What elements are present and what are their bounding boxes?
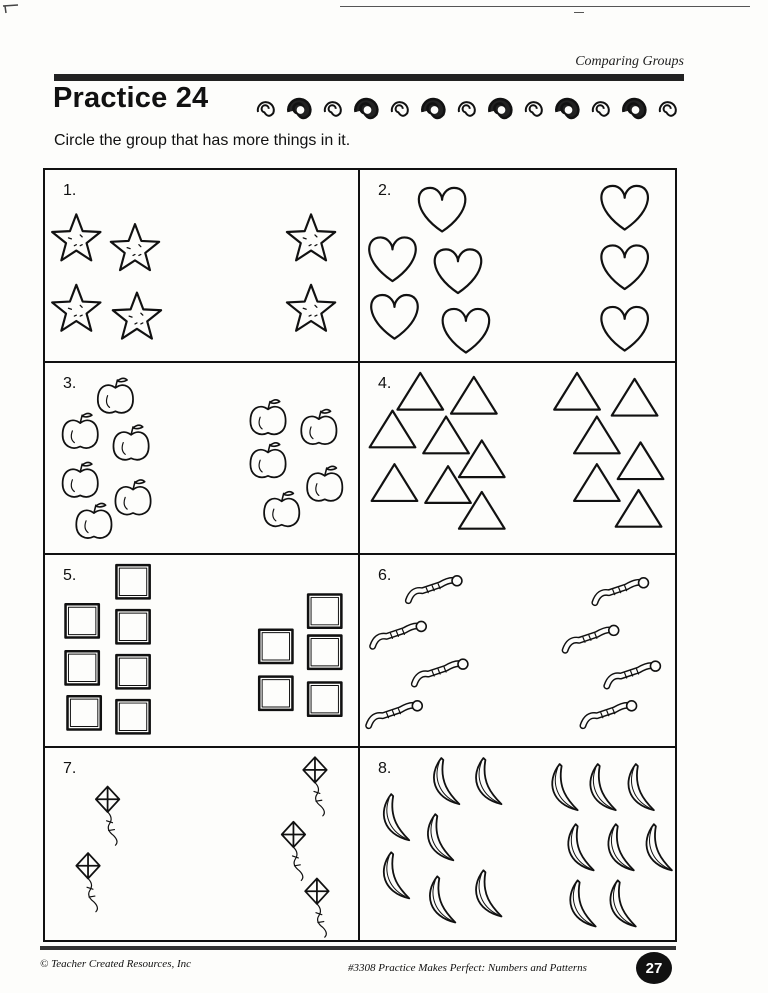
page-number: 27: [636, 952, 672, 984]
triangle-icon: [372, 464, 418, 501]
exercise-cell-7: [45, 748, 360, 941]
kite-icon: [282, 821, 305, 880]
book-title: #3308 Practice Makes Perfect: Numbers and Patterns: [348, 962, 587, 974]
square-icon: [66, 604, 99, 637]
swirl-icon: [422, 99, 444, 118]
apple-icon: [76, 503, 111, 538]
triangle-icon: [574, 464, 620, 501]
exercise-cell-2: [360, 170, 675, 363]
star-icon: [111, 224, 159, 270]
triangle-icon: [397, 372, 443, 409]
exercise-cell-5: [45, 555, 360, 748]
square-icon: [308, 594, 341, 627]
kite-icon: [76, 853, 99, 912]
exercise-cell-3: [45, 363, 360, 556]
top-rule: [54, 74, 684, 81]
copyright: © Teacher Created Resources, Inc: [40, 958, 192, 970]
banana-icon: [590, 764, 615, 810]
triangles-picture: [360, 363, 675, 554]
squares-picture: [45, 555, 358, 746]
heart-icon: [601, 307, 648, 351]
bottom-rule: [40, 946, 676, 950]
kite-icon: [303, 757, 326, 816]
exercise-number: 8.: [378, 759, 392, 777]
triangle-icon: [554, 372, 600, 409]
square-icon: [66, 651, 99, 684]
apple-icon: [63, 462, 98, 497]
exercise-cell-6: [360, 555, 675, 748]
swirl-icon: [392, 102, 408, 116]
banana-icon: [434, 758, 459, 804]
scan-mark: [574, 12, 584, 13]
instructions: Circle the group that has more things in it.: [54, 132, 351, 149]
square-icon: [116, 610, 149, 643]
triangle-icon: [612, 378, 658, 415]
star-icon: [287, 285, 335, 331]
worm-icon: [373, 621, 427, 646]
banana-icon: [476, 758, 501, 804]
swirl-icon: [660, 102, 676, 116]
scan-line: [340, 6, 750, 7]
page-title: Practice 24: [53, 82, 209, 114]
heart-icon: [435, 249, 482, 293]
worm-icon: [565, 625, 619, 650]
square-icon: [67, 696, 100, 729]
worm-icon: [595, 578, 649, 603]
exercise-cell-1: [45, 170, 360, 363]
worm-icon: [369, 701, 423, 726]
bananas-picture: [360, 748, 675, 941]
section-label: Comparing Groups: [575, 54, 684, 69]
triangle-icon: [459, 440, 505, 477]
square-icon: [116, 700, 149, 733]
heart-icon: [369, 237, 416, 281]
worm-icon: [607, 661, 661, 686]
swirl-icon: [288, 99, 310, 118]
exercise-number: 6.: [378, 567, 392, 584]
star-icon: [52, 285, 100, 331]
apple-icon: [301, 409, 336, 444]
apple-icon: [113, 425, 148, 460]
exercise-cell-4: [360, 363, 675, 556]
heart-icon: [443, 309, 490, 353]
banana-icon: [552, 764, 577, 810]
swirl-icon: [325, 102, 341, 116]
banana-icon: [384, 794, 409, 840]
square-icon: [308, 636, 341, 669]
banana-icon: [628, 764, 653, 810]
apple-icon: [307, 466, 342, 501]
worms-picture: [360, 555, 675, 746]
banana-icon: [476, 870, 501, 916]
swirl-icon: [489, 99, 511, 118]
swirl-icon: [556, 99, 578, 118]
banana-icon: [568, 824, 593, 870]
star-icon: [287, 214, 335, 260]
banana-icon: [570, 880, 595, 926]
banana-icon: [384, 852, 409, 898]
kite-icon: [305, 878, 328, 937]
square-icon: [259, 630, 292, 663]
swirl-icon: [258, 102, 274, 116]
exercise-grid: [43, 168, 677, 942]
triangle-icon: [616, 490, 662, 527]
exercise-number: 2.: [378, 182, 392, 199]
apple-icon: [115, 479, 150, 514]
banana-icon: [646, 824, 671, 870]
star-icon: [52, 214, 100, 260]
exercise-cell-8: [360, 748, 675, 941]
swirl-icon: [623, 99, 645, 118]
stars-picture: [45, 170, 358, 361]
banana-icon: [430, 876, 455, 922]
square-icon: [116, 565, 149, 598]
square-icon: [259, 677, 292, 710]
triangle-icon: [423, 416, 469, 453]
kites-picture: [45, 748, 358, 941]
exercise-number: 3.: [63, 374, 77, 392]
apple-icon: [63, 413, 98, 448]
triangle-icon: [459, 491, 505, 528]
banana-icon: [610, 880, 635, 926]
scan-corner-mark: [2, 4, 22, 14]
heart-icon: [419, 188, 466, 232]
swirl-icon: [355, 99, 377, 118]
exercise-number: 5.: [63, 567, 77, 584]
star-icon: [113, 293, 161, 339]
triangle-icon: [618, 442, 664, 479]
apple-icon: [250, 442, 285, 477]
heart-icon: [601, 186, 648, 230]
kite-icon: [96, 786, 119, 845]
apple-icon: [98, 378, 133, 413]
worm-icon: [408, 576, 462, 601]
square-icon: [308, 683, 341, 716]
banana-icon: [428, 814, 453, 860]
heart-icon: [371, 295, 418, 339]
triangle-icon: [574, 416, 620, 453]
apple-icon: [250, 399, 285, 434]
apples-picture: [45, 363, 358, 554]
worm-icon: [414, 659, 468, 684]
triangle-icon: [451, 376, 497, 413]
swirl-icon: [593, 102, 609, 116]
banana-icon: [608, 824, 633, 870]
square-icon: [116, 655, 149, 688]
triangle-icon: [425, 466, 471, 503]
triangle-icon: [370, 410, 416, 447]
swirl-decoration: [252, 92, 692, 126]
apple-icon: [264, 491, 299, 526]
swirl-icon: [459, 102, 475, 116]
exercise-number: 4.: [378, 374, 392, 392]
worm-icon: [583, 701, 637, 726]
exercise-number: 1.: [63, 182, 77, 199]
heart-icon: [601, 245, 648, 289]
exercise-number: 7.: [63, 759, 77, 777]
swirl-icon: [526, 102, 542, 116]
hearts-picture: [360, 170, 675, 361]
